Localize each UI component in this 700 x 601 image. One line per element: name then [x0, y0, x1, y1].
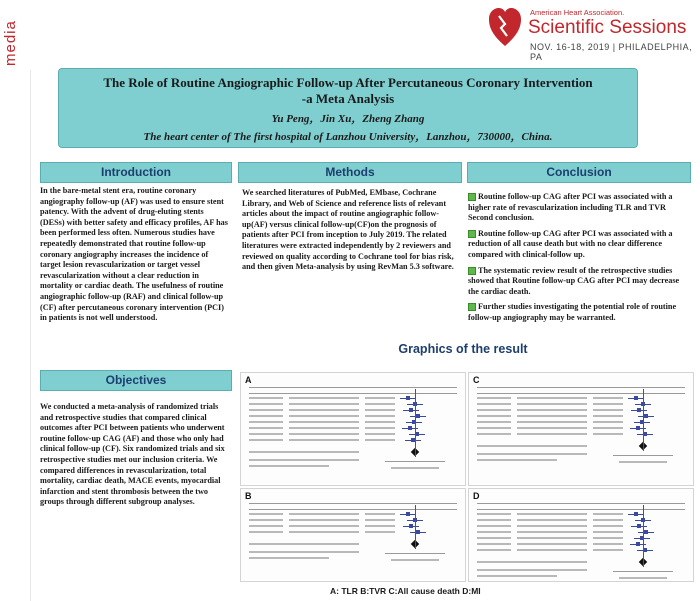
favours-label [619, 461, 667, 463]
study-label [477, 427, 511, 429]
green-bullet-icon [468, 267, 476, 275]
study-point [644, 414, 648, 418]
study-label [477, 549, 511, 551]
study-label [249, 531, 283, 533]
conclusion-item: Routine follow-up CAG after PCI was associated with a reduction of all cause death but with no clear difference compared with clinical-follow up. [468, 228, 673, 259]
heterogeneity-text [249, 459, 359, 461]
study-label [477, 403, 511, 405]
study-label [477, 415, 511, 417]
risk-ratio-text [365, 409, 395, 411]
risk-ratio-text [593, 427, 623, 429]
risk-ratio-text [365, 403, 395, 405]
poster-title-line2: -a Meta Analysis [301, 91, 395, 106]
risk-ratio-text [593, 513, 623, 515]
table-header-rule [249, 387, 457, 388]
total-values [517, 445, 587, 447]
study-point [416, 530, 420, 534]
event-date: NOV. 16-18, 2019 | PHILADELPHIA, PA [530, 42, 693, 62]
risk-ratio-text [593, 421, 623, 423]
x-axis [385, 553, 445, 554]
media-label: media [2, 20, 19, 66]
favours-label [391, 467, 439, 469]
study-point [408, 426, 412, 430]
study-label [249, 403, 283, 405]
forest-plot-b [240, 488, 466, 582]
heterogeneity-text [249, 551, 359, 553]
study-values [517, 531, 587, 533]
study-point [644, 530, 648, 534]
aha-heart-logo-icon [487, 6, 523, 50]
study-values [289, 403, 359, 405]
green-bullet-icon [468, 193, 476, 201]
null-line [643, 389, 644, 451]
risk-ratio-text [593, 415, 623, 417]
study-label [477, 543, 511, 545]
conclusion-heading: Conclusion [467, 162, 691, 183]
title-box [58, 68, 638, 148]
study-values [517, 421, 587, 423]
study-point [409, 408, 413, 412]
event-name: Scientific Sessions [528, 17, 687, 38]
graphics-heading: Graphics of the result [237, 340, 689, 358]
study-point [636, 426, 640, 430]
study-label [477, 537, 511, 539]
total-label [249, 543, 289, 545]
table-header-rule [477, 503, 685, 504]
total-label [477, 561, 517, 563]
total-label [249, 451, 289, 453]
study-label [477, 525, 511, 527]
conclusion-item: Routine follow-up CAG after PCI was associated with a higher rate of revascularization including TLR and TVR Second conclusion. [468, 192, 673, 223]
study-point [409, 524, 413, 528]
study-values [517, 403, 587, 405]
x-axis [613, 455, 673, 456]
risk-ratio-text [593, 549, 623, 551]
risk-ratio-text [593, 433, 623, 435]
green-bullet-icon [468, 230, 476, 238]
study-label [249, 513, 283, 515]
panel-letter-a: A [245, 375, 252, 385]
study-values [517, 549, 587, 551]
study-point [406, 512, 410, 516]
risk-ratio-text [593, 409, 623, 411]
total-label [477, 445, 517, 447]
study-values [289, 439, 359, 441]
study-label [249, 397, 283, 399]
study-values [289, 415, 359, 417]
risk-ratio-text [365, 421, 395, 423]
study-label [477, 433, 511, 435]
study-label [477, 531, 511, 533]
overall-effect-text [249, 465, 329, 467]
table-header-rule [249, 393, 457, 394]
risk-ratio-text [593, 525, 623, 527]
objectives-heading: Objectives [40, 370, 232, 391]
favours-label [619, 577, 667, 579]
study-label [249, 409, 283, 411]
study-label [249, 433, 283, 435]
heterogeneity-text [477, 569, 587, 571]
study-values [289, 513, 359, 515]
table-header-rule [477, 387, 685, 388]
methods-text: We searched literatures of PubMed, EMbase, Cochrane Library, and Web of Science and reference lists of relevant articles about the impact of routine angiographic follow-up(AF) versus clinical follow-up(CF)on the prognosis of patients after PCI from inception to July 2019. The related literatures were extracted independently by 2 reviewers and reviewed on quality according to Cochrane tool for bias risk, and then given Meta-analysis by using RevMan 5.3 software. [242, 188, 454, 272]
study-point [634, 512, 638, 516]
affiliation: The heart center of The first hospital of Lanzhou University，Lanzhou，730000，China. [143, 131, 553, 143]
aha-org-name: American Heart Association. [530, 8, 625, 17]
study-values [289, 525, 359, 527]
study-values [517, 409, 587, 411]
study-label [477, 421, 511, 423]
forest-plot-d [468, 488, 694, 582]
panel-letter-b: B [245, 491, 252, 501]
risk-ratio-text [593, 519, 623, 521]
x-axis [613, 571, 673, 572]
poster-title-line1: The Role of Routine Angiographic Follow-up After Percutaneous Coronary Intervention [103, 75, 593, 90]
study-point [637, 524, 641, 528]
study-values [517, 537, 587, 539]
panel-letter-d: D [473, 491, 480, 501]
study-point [634, 396, 638, 400]
overall-effect-text [477, 459, 557, 461]
null-line [415, 389, 416, 457]
table-header-rule [249, 509, 457, 510]
table-header-rule [249, 503, 457, 504]
heterogeneity-text [477, 453, 587, 455]
study-point [406, 396, 410, 400]
null-line [643, 505, 644, 567]
study-values [517, 543, 587, 545]
x-axis [385, 461, 445, 462]
forest-plot-a [240, 372, 466, 486]
introduction-text: In the bare-metal stent era, routine coronary angiography follow-up (AF) was used to ensure stent patency. With the advent of drug-eluting stents (DESs) with better safety and efficacy profiles, AF has been performed less often. Numerous studies have repeatedly demonstrated that routine follow-up coronary angiography increases the incidence of target lesion revascularization or target vessel revascularization without a clear reduction in mortality or cardiac death. The usefulness of routine angiographic follow-up (RAF) and clinical follow-up (CF) after percutaneous coronary intervention (PCI) in patients is not well understood. [40, 186, 228, 323]
study-values [517, 427, 587, 429]
study-label [249, 421, 283, 423]
study-values [289, 519, 359, 521]
study-values [289, 421, 359, 423]
study-values [289, 433, 359, 435]
methods-heading: Methods [238, 162, 462, 183]
study-values [517, 525, 587, 527]
risk-ratio-text [593, 543, 623, 545]
risk-ratio-text [365, 531, 395, 533]
favours-label [391, 559, 439, 561]
risk-ratio-text [365, 439, 395, 441]
study-values [517, 513, 587, 515]
study-label [477, 513, 511, 515]
study-values [289, 409, 359, 411]
overall-effect-text [477, 575, 557, 577]
risk-ratio-text [593, 531, 623, 533]
study-label [249, 427, 283, 429]
study-point [637, 408, 641, 412]
total-values [289, 451, 359, 453]
panel-letter-c: C [473, 375, 480, 385]
study-label [249, 415, 283, 417]
risk-ratio-text [365, 513, 395, 515]
total-values [517, 561, 587, 563]
objectives-text: We conducted a meta-analysis of randomized trials and retrospective studies that compared clinical outcomes after PCI between patients who underwent routine follow-up CAG (AF) and those who only had clinical follow-up (CF). Six randomized trials and six retrospective studies met our inclusion criteria. We compared differences in revascularization, total mortality, cardiac death, MACE events, myocardial infarction and stent thrombosis between the two groups through different subgroup analyses. [40, 402, 225, 507]
study-label [249, 519, 283, 521]
introduction-heading: Introduction [40, 162, 232, 183]
risk-ratio-text [365, 427, 395, 429]
study-values [517, 415, 587, 417]
study-label [477, 519, 511, 521]
risk-ratio-text [365, 519, 395, 521]
study-values [289, 531, 359, 533]
media-strip [0, 0, 31, 601]
authors: Yu Peng，Jin Xu，Zheng Zhang [271, 113, 425, 125]
study-label [477, 409, 511, 411]
conclusion-item: Further studies investigating the potential role of routine follow-up angiography may be warranted. [468, 302, 677, 322]
conclusion-item: The systematic review result of the retrospective studies showed that Routine follow-up CAG after PCI may decrease the cardiac death. [468, 265, 680, 296]
study-label [477, 397, 511, 399]
study-point [636, 542, 640, 546]
overall-effect-text [249, 557, 329, 559]
table-header-rule [477, 509, 685, 510]
study-label [249, 439, 283, 441]
study-values [517, 519, 587, 521]
risk-ratio-text [593, 537, 623, 539]
forest-plot-c [468, 372, 694, 486]
graphics-legend: A: TLR B:TVR C:All cause death D:MI [330, 586, 481, 596]
risk-ratio-text [365, 525, 395, 527]
green-bullet-icon [468, 303, 476, 311]
risk-ratio-text [593, 397, 623, 399]
risk-ratio-text [365, 397, 395, 399]
study-values [517, 433, 587, 435]
study-point [416, 414, 420, 418]
total-values [289, 543, 359, 545]
study-values [289, 427, 359, 429]
study-label [249, 525, 283, 527]
null-line [415, 505, 416, 549]
risk-ratio-text [593, 403, 623, 405]
study-values [289, 397, 359, 399]
risk-ratio-text [365, 415, 395, 417]
risk-ratio-text [365, 433, 395, 435]
table-header-rule [477, 393, 685, 394]
study-values [517, 397, 587, 399]
conclusion-list [468, 192, 688, 329]
